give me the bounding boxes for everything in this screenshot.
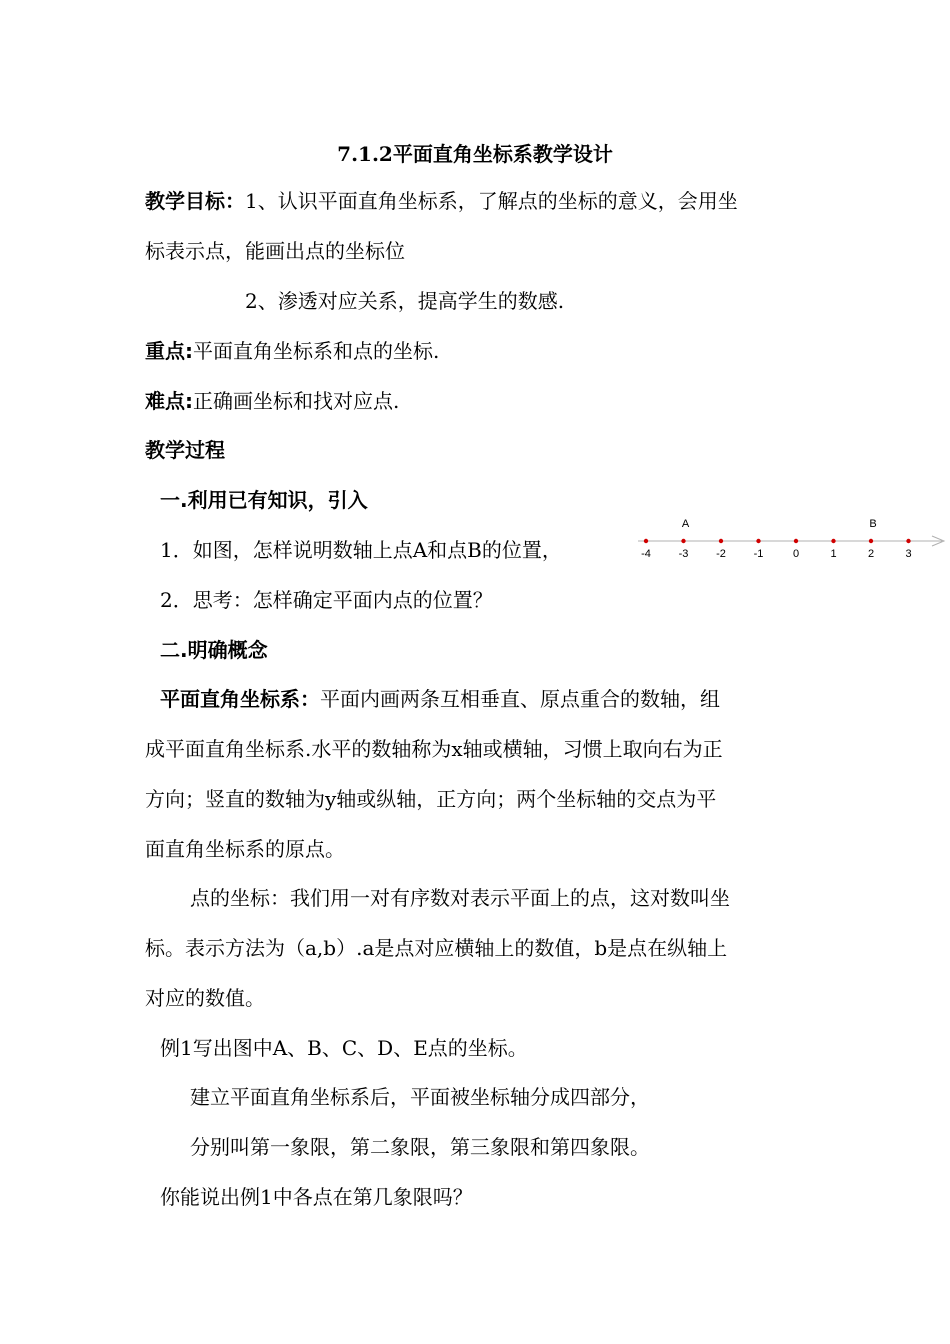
number-line-point-label-b: B [869,518,877,530]
difficulty [145,389,399,413]
number-line-tick-label: -3 [678,548,689,560]
example-1: 例1写出图中A、B、C、D、E点的坐标。 [160,1036,528,1060]
key-point [145,339,439,363]
coordinate-line-3: 对应的数值。 [145,986,265,1010]
difficulty-label: 难点: [145,389,193,413]
number-line-tick-label: 3 [905,548,912,560]
number-line-point [756,539,760,543]
page-title: 7.1.2平面直角坐标系教学设计 [337,142,613,166]
difficulty-text: 正确画坐标和找对应点. [193,389,400,413]
definition-line-2: 成平面直角坐标系.水平的数轴称为x轴或横轴，习惯上取向右为正 [145,737,723,761]
number-line-tick-label: 1 [830,548,837,560]
number-line-tick-label: 0 [792,548,800,560]
number-line-tick-label: 2 [867,548,875,560]
coordinate-line-2: 标。表示方法为（a,b）.a是点对应横轴上的数值，b是点在纵轴上 [145,936,728,960]
number-line-tick-label: -4 [641,548,651,560]
number-line-tick-label: -1 [753,548,764,560]
number-line-point [831,539,835,543]
key-point-text: 平面直角坐标系和点的坐标. [193,339,440,363]
number-line-point [794,539,798,543]
number-line-tick-label: -2 [716,548,726,560]
section2-heading: 二.明确概念 [160,638,268,662]
section1-question-1: 1．如图，怎样说明数轴上点A和点B的位置， [160,538,562,562]
key-point-label: 重点: [145,339,193,363]
quadrant-line-2: 分别叫第一象限，第二象限，第三象限和第四象限。 [190,1135,650,1159]
number-line-point [906,539,910,543]
section1-heading: 一.利用已有知识，引入 [160,488,368,512]
quadrant-line-1: 建立平面直角坐标系后，平面被坐标轴分成四部分， [190,1085,650,1109]
section1-question-2: 2．思考：怎样确定平面内点的位置？ [160,588,493,612]
number-line-figure [630,510,950,570]
process-heading: 教学过程 [145,438,225,462]
quadrant-question: 你能说出例1中各点在第几象限吗？ [160,1185,473,1209]
number-line-point [681,539,685,543]
objectives-line-3: 2、渗透对应关系，提高学生的数感. [245,289,565,313]
objectives-text-1: 1、认识平面直角坐标系，了解点的坐标的意义，会用坐 [245,189,738,213]
number-line-point [719,539,723,543]
definition-line-4: 面直角坐标系的原点。 [145,837,345,861]
objectives-line-2: 标表示点，能画出点的坐标位 [145,239,405,263]
definition-line-3: 方向；竖直的数轴为y轴或纵轴，正方向；两个坐标轴的交点为平 [145,787,717,811]
number-line-point [869,539,873,543]
coordinate-line-1: 点的坐标：我们用一对有序数对表示平面上的点，这对数叫坐 [190,886,730,910]
objectives-line-1 [145,189,738,213]
objectives-label: 教学目标： [145,189,245,213]
definition-label: 平面直角坐标系： [160,687,320,711]
definition-text-1: 平面内画两条互相垂直、原点重合的数轴，组 [320,687,720,711]
number-line-point [644,539,648,543]
number-line-point-label-a: A [681,518,690,530]
definition-line-1 [160,687,720,711]
